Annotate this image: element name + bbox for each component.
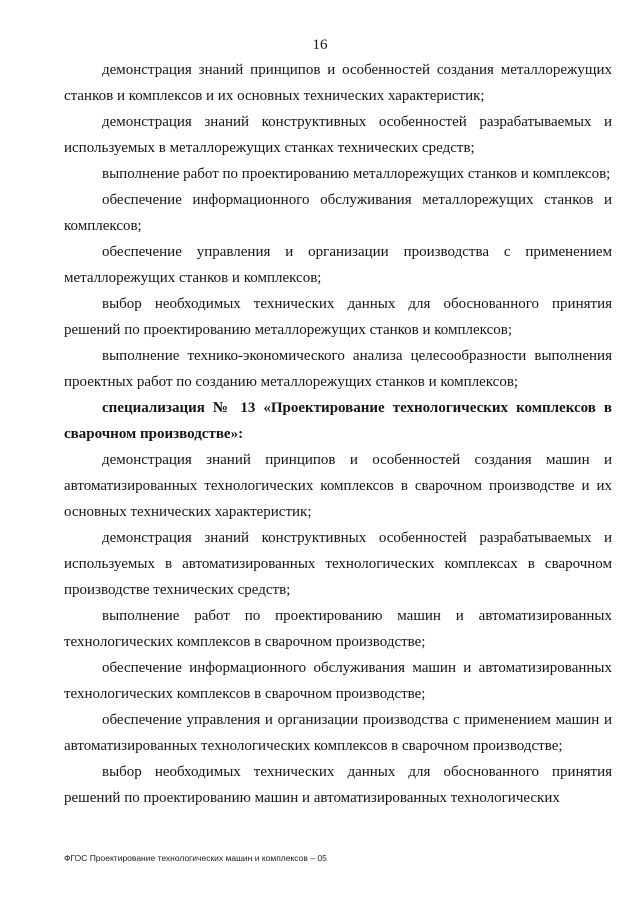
paragraph: демонстрация знаний принципов и особенностей создания машин и автоматизированных технологических комплексов в сварочном производстве и их основных технических характеристик; — [64, 452, 612, 520]
paragraph: обеспечение управления и организации производства с применением машин и автоматизированных технологических комплексов в сварочном производстве; — [64, 712, 612, 754]
paragraph: выполнение технико-экономического анализа целесообразности выполнения проектных работ по созданию металлорежущих станков и комплексов; — [64, 348, 612, 390]
page-number: 16 — [312, 37, 328, 53]
paragraph: выполнение работ по проектированию металлорежущих станков и комплексов; — [102, 166, 611, 182]
paragraph: демонстрация знаний конструктивных особенностей разрабатываемых и используемых в металлорежущих станках технических средств; — [64, 114, 612, 156]
document-body — [64, 57, 612, 811]
specialization-heading: специализация № 13 «Проектирование технологических комплексов в сварочном производстве»: — [64, 400, 612, 442]
paragraph: выполнение работ по проектированию машин и автоматизированных технологических комплексов в сварочном производстве; — [64, 608, 612, 650]
paragraph: демонстрация знаний принципов и особенностей создания металлорежущих станков и комплексов и их основных технических характеристик; — [64, 62, 612, 104]
paragraph: обеспечение информационного обслуживания металлорежущих станков и комплексов; — [64, 192, 612, 234]
paragraph: обеспечение информационного обслуживания машин и автоматизированных технологических комплексов в сварочном производстве; — [64, 660, 612, 702]
paragraph: выбор необходимых технических данных для обоснованного принятия решений по проектированию металлорежущих станков и комплексов; — [64, 296, 612, 338]
page-footer: ФГОС Проектирование технологических машин и комплексов – 05 — [64, 853, 327, 863]
paragraph-continued: выбор необходимых технических данных для обоснованного принятия решений по проектированию машин и автоматизированных технологических — [64, 764, 612, 806]
paragraph: демонстрация знаний конструктивных особенностей разрабатываемых и используемых в автоматизированных технологических комплексах в сварочном производстве технических средств; — [64, 530, 612, 598]
paragraph: обеспечение управления и организации производства с применением металлорежущих станков и комплексов; — [64, 244, 612, 286]
